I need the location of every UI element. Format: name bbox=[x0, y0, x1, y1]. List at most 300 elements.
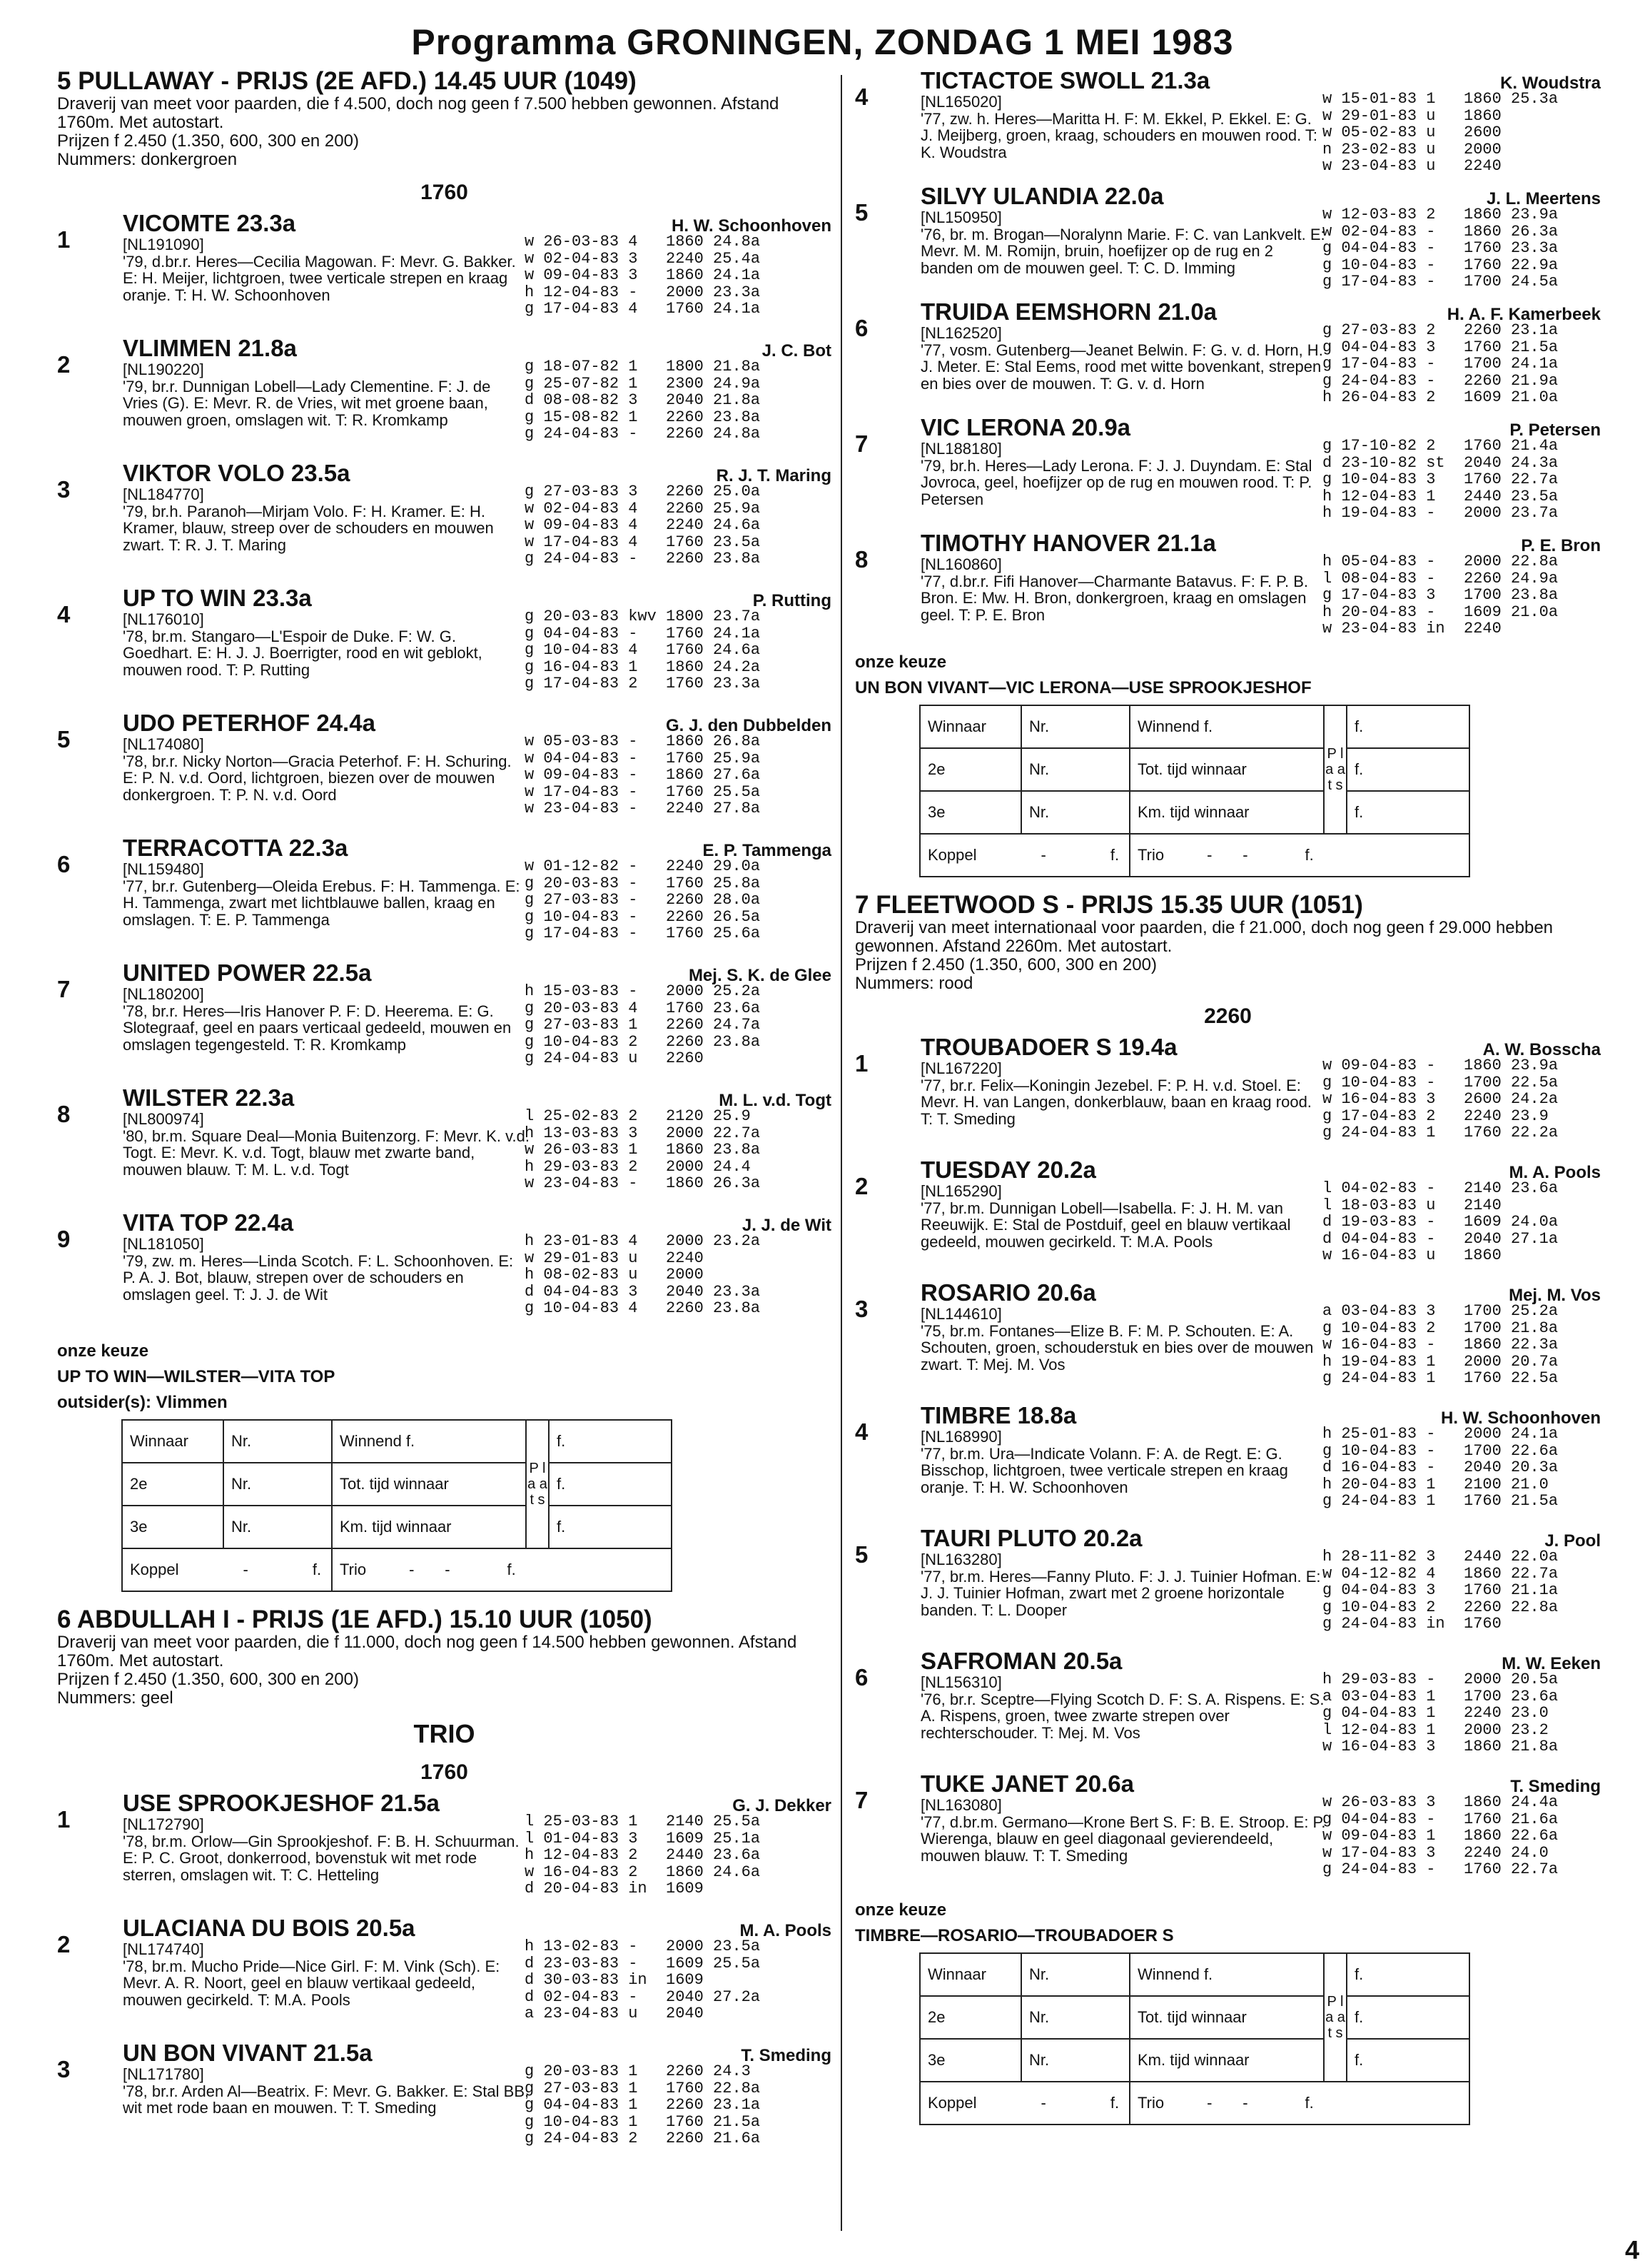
run-line: w 23-04-83 in 2240 bbox=[1322, 620, 1502, 637]
horse-details bbox=[123, 336, 530, 428]
run-line: l 08-04-83 - 2260 24.9a bbox=[1322, 569, 1559, 588]
run-line: g 27-03-83 1 2260 24.7a bbox=[525, 1016, 761, 1034]
horse-entry bbox=[855, 1771, 1601, 1894]
horse-pedigree: '79, br.h. Paranoh—Mirjam Volo. F: H. Kramer. E: H. Kramer, blauw, streep over de schouders en mouwen zwart. T: R. J. T. Maring bbox=[123, 502, 494, 554]
run-line: h 29-03-83 - 2000 20.5a bbox=[1322, 1670, 1559, 1688]
horse-name: TRUIDA EEMSHORN 21.0a bbox=[921, 298, 1218, 325]
koppel-amount: f. bbox=[1110, 846, 1120, 864]
horse-name: WILSTER 22.3a bbox=[123, 1084, 295, 1111]
horse-registration: [NL165290] bbox=[921, 1182, 1002, 1200]
horse-entry bbox=[57, 960, 831, 1085]
horse-name: UNITED POWER 22.5a bbox=[123, 959, 372, 986]
run-line: g 10-04-83 1 1760 21.5a bbox=[525, 2112, 761, 2131]
recent-runs bbox=[525, 983, 760, 1067]
recent-runs bbox=[525, 608, 760, 692]
recent-runs bbox=[525, 1233, 760, 1317]
horse-details bbox=[921, 1648, 1327, 1741]
run-line: g 10-04-83 - 1700 22.6a bbox=[1322, 1441, 1559, 1460]
run-line: d 16-04-83 - 2040 20.3a bbox=[1322, 1458, 1559, 1476]
trio-amount: f. bbox=[507, 1561, 516, 1578]
horse-registration: [NL176010] bbox=[123, 610, 204, 628]
page-number: 4 bbox=[1624, 2235, 1639, 2264]
run-line: g 20-03-83 - 1760 25.8a bbox=[525, 874, 761, 892]
horse-pedigree: '78, br.m. Mucho Pride—Nice Girl. F: M. Vink (Sch). E: Mevr. A. R. Noort, geel en blauw vertikaal gedeeld, mouwen gecirkeld. T: M.A. Pools bbox=[123, 1957, 500, 2009]
grid-trio-cell bbox=[1130, 2082, 1469, 2125]
horse-name: ROSARIO 20.6a bbox=[921, 1279, 1096, 1306]
horse-entry bbox=[57, 460, 831, 585]
grid-koppel-cell bbox=[920, 834, 1130, 877]
run-line: w 09-04-83 1 1860 22.6a bbox=[1322, 1827, 1559, 1845]
horse-name: TIMOTHY HANOVER 21.1a bbox=[921, 530, 1216, 556]
horse-number: 7 bbox=[57, 976, 71, 1002]
horse-driver: M. A. Pools bbox=[1509, 1163, 1601, 1182]
run-line: n 23-02-83 u 2000 bbox=[1322, 140, 1502, 158]
race-header: 6 ABDULLAH I - PRIJS (1E AFD.) 15.10 UUR (1050) bbox=[57, 1606, 652, 1633]
run-line: a 03-04-83 1 1700 23.6a bbox=[1322, 1687, 1559, 1705]
race-distance: 1760 bbox=[420, 1760, 468, 1784]
recent-runs bbox=[525, 1108, 760, 1192]
run-line: h 05-04-83 - 2000 22.8a bbox=[1322, 553, 1559, 570]
run-line: g 04-04-83 - 1760 21.6a bbox=[1322, 1810, 1559, 1828]
run-line: d 23-10-82 st 2040 24.3a bbox=[1322, 453, 1559, 472]
horse-driver: P. E. Bron bbox=[1521, 536, 1601, 555]
horse-registration: [NL162520] bbox=[921, 324, 1002, 342]
race-prizes: Prijzen f 2.450 (1.350, 600, 300 en 200) bbox=[57, 131, 359, 151]
horse-pedigree: '75, br.m. Fontanes—Elize B. F: M. P. Schouten. E: A. Schouten, groen, schouderstuk en bies over de mouwen zwart. T: Mej. M. Vos bbox=[921, 1321, 1314, 1374]
horse-driver: A. W. Bosscha bbox=[1482, 1040, 1601, 1059]
grid-plaats-label: P l a a t s bbox=[526, 1420, 549, 1548]
run-line: d 04-04-83 - 2040 27.1a bbox=[1322, 1229, 1559, 1248]
run-line: g 04-04-83 - 1760 24.1a bbox=[525, 624, 761, 642]
trio-dashes: - - bbox=[1207, 846, 1248, 864]
koppel-amount: f. bbox=[312, 1561, 322, 1578]
horse-number: 7 bbox=[855, 430, 869, 457]
run-line: g 25-07-82 1 2300 24.9a bbox=[525, 374, 761, 393]
grid-nr-label: Nr. bbox=[1021, 1953, 1130, 1996]
horse-entry bbox=[57, 211, 831, 336]
horse-registration: [NL163080] bbox=[921, 1796, 1002, 1814]
run-line: g 17-04-83 - 1700 24.5a bbox=[1322, 273, 1559, 291]
grid-info-label: Winnend f. bbox=[332, 1420, 526, 1463]
race-numbers: Nummers: rood bbox=[855, 974, 973, 993]
horse-pedigree: '77, br.r. Gutenberg—Oleida Erebus. F: H. Tammenga. E: H. Tammenga, zwart met lichtblauwe ballen, kraag en omslagen. T: E. P. Tammenga bbox=[123, 877, 520, 929]
recent-runs bbox=[1322, 1794, 1558, 1878]
run-line: g 04-04-83 3 1760 21.1a bbox=[1322, 1581, 1559, 1599]
betting-grid bbox=[121, 1419, 672, 1592]
race-header: 5 PULLAWAY - PRIJS (2E AFD.) 14.45 UUR (1049) bbox=[57, 67, 637, 95]
run-line: g 17-04-83 - 1700 24.1a bbox=[1322, 355, 1559, 373]
horse-entry bbox=[855, 530, 1601, 646]
horse-details bbox=[123, 2040, 530, 2117]
horse-registration: [NL171780] bbox=[123, 2065, 204, 2083]
run-line: g 10-04-83 - 1700 22.5a bbox=[1322, 1073, 1559, 1092]
race-distance: 2260 bbox=[1204, 1004, 1252, 1028]
grid-amount-field: f. bbox=[1347, 2039, 1469, 2082]
run-line: w 23-04-83 - 2240 27.8a bbox=[525, 800, 761, 817]
run-line: g 17-10-82 2 1760 21.4a bbox=[1322, 437, 1559, 455]
horse-number: 8 bbox=[57, 1101, 71, 1127]
horse-entry bbox=[855, 415, 1601, 530]
run-line: w 05-02-83 u 2600 bbox=[1322, 124, 1502, 141]
grid-plaats-label: P l a a t s bbox=[1324, 705, 1347, 834]
race-header: 7 FLEETWOOD S - PRIJS 15.35 UUR (1051) bbox=[855, 891, 1363, 919]
horse-entry bbox=[855, 1157, 1601, 1280]
horse-number: 7 bbox=[855, 1787, 869, 1813]
grid-nr-label: Nr. bbox=[1021, 791, 1130, 834]
horse-entry bbox=[57, 585, 831, 710]
grid-nr-label: Nr. bbox=[1021, 748, 1130, 791]
run-line: g 24-04-83 - 2260 23.8a bbox=[525, 550, 761, 568]
horse-name: VIC LERONA 20.9a bbox=[921, 414, 1131, 440]
grid-place-label: 3e bbox=[122, 1506, 223, 1548]
horse-details bbox=[921, 1157, 1327, 1250]
horse-number: 9 bbox=[57, 1226, 71, 1252]
outsider-note: outsider(s): Vlimmen bbox=[57, 1393, 228, 1412]
run-line: g 10-04-83 2 2260 22.8a bbox=[1322, 1598, 1559, 1616]
grid-place-label: 3e bbox=[920, 791, 1021, 834]
horse-registration: [NL174740] bbox=[123, 1940, 204, 1958]
horse-number: 3 bbox=[57, 476, 71, 503]
horse-details bbox=[123, 1915, 530, 2008]
run-line: g 24-04-83 1 1760 22.2a bbox=[1322, 1124, 1559, 1141]
run-line: w 02-04-83 4 2260 25.9a bbox=[525, 499, 761, 518]
recent-runs bbox=[1322, 1180, 1558, 1264]
horse-registration: [NL168990] bbox=[921, 1428, 1002, 1446]
grid-amount-field: f. bbox=[549, 1420, 672, 1463]
race-prizes: Prijzen f 2.450 (1.350, 600, 300 en 200) bbox=[57, 1670, 359, 1689]
recent-runs bbox=[1322, 1303, 1558, 1387]
horse-number: 6 bbox=[855, 315, 869, 341]
horse-driver: G. J. Dekker bbox=[732, 1796, 831, 1815]
horse-details bbox=[921, 183, 1327, 276]
horse-entry bbox=[57, 710, 831, 835]
horse-driver: T. Smeding bbox=[741, 2046, 831, 2065]
horse-pedigree: '77, br.m. Dunnigan Lobell—Isabella. F: J. H. M. van Reeuwijk. E: Stal de Postduif, geel en blauw vertikaal gedeeld, mouwen gecirkeld. T: M.A. Pools bbox=[921, 1199, 1291, 1251]
horse-driver: P. Rutting bbox=[752, 591, 831, 610]
horse-details bbox=[123, 460, 530, 553]
horse-details bbox=[123, 1210, 530, 1303]
horse-pedigree: '77, vosm. Gutenberg—Jeanet Belwin. F: G. v. d. Horn, H. J. Meter. E: Stal Eems, rood met witte bovenkant, strepen en bies over de mouwen. T: G. v. d. Horn bbox=[921, 341, 1323, 393]
run-line: h 19-04-83 - 2000 23.7a bbox=[1322, 504, 1559, 522]
run-line: h 12-04-83 - 2000 23.3a bbox=[525, 283, 761, 301]
grid-amount-field: f. bbox=[1347, 1953, 1469, 1996]
horse-details bbox=[921, 1034, 1327, 1127]
run-line: l 25-02-83 2 2120 25.9 bbox=[525, 1107, 751, 1125]
horse-name: TICTACTOE SWOLL 21.3a bbox=[921, 67, 1210, 94]
run-line: h 12-04-83 2 2440 23.6a bbox=[525, 1846, 761, 1864]
keuze-picks: TIMBRE—ROSARIO—TROUBADOER S bbox=[855, 1926, 1174, 1945]
horse-driver: G. J. den Dubbelden bbox=[665, 716, 831, 735]
horse-driver: M. L. v.d. Togt bbox=[719, 1091, 831, 1110]
horse-entry bbox=[855, 1526, 1601, 1648]
run-line: w 26-03-83 1 1860 23.8a bbox=[525, 1141, 761, 1159]
horse-registration: [NL144610] bbox=[921, 1305, 1002, 1323]
horse-name: SILVY ULANDIA 22.0a bbox=[921, 183, 1164, 209]
horse-pedigree: '76, br.r. Sceptre—Flying Scotch D. F: S. A. Rispens. E: S. A. Rispens, groen, twee zwarte strepen over rechterschouder. T: Mej. M. Vos bbox=[921, 1690, 1325, 1742]
run-line: l 25-03-83 1 2140 25.5a bbox=[525, 1813, 761, 1830]
run-line: l 18-03-83 u 2140 bbox=[1322, 1196, 1502, 1214]
horse-pedigree: '77, br.m. Ura—Indicate Volann. F: A. de Regt. E: G. Bisschop, lichtgroen, twee verticale strepen en kraag oranje. T: H. W. Schoonhoven bbox=[921, 1444, 1288, 1496]
horse-entry bbox=[855, 1280, 1601, 1403]
horse-name: VITA TOP 22.4a bbox=[123, 1209, 294, 1236]
run-line: h 20-04-83 - 1609 21.0a bbox=[1322, 603, 1559, 621]
horse-details bbox=[921, 530, 1327, 623]
horse-pedigree: '77, zw. h. Heres—Maritta H. F: M. Ekkel, P. Ekkel. E: G. J. Meijberg, groen, kraag, schouders en mouwen rood. T: K. Woudstra bbox=[921, 109, 1318, 161]
horse-details bbox=[123, 1790, 530, 1883]
run-line: g 20-03-83 4 1760 23.6a bbox=[525, 999, 761, 1017]
race-prizes: Prijzen f 2.450 (1.350, 600, 300 en 200) bbox=[855, 955, 1157, 974]
horse-name: TERRACOTTA 22.3a bbox=[123, 835, 348, 861]
grid-nr-label: Nr. bbox=[223, 1420, 332, 1463]
horse-registration: [NL163280] bbox=[921, 1551, 1002, 1568]
race-description: Draverij van meet voor paarden, die f 4.500, doch nog geen f 7.500 hebben gewonnen. Afstand 1760m. Met autostart. bbox=[57, 94, 779, 132]
horse-driver: Mej. M. Vos bbox=[1509, 1286, 1601, 1305]
horse-number: 4 bbox=[855, 84, 869, 110]
grid-trio-cell bbox=[1130, 834, 1469, 877]
horse-number: 3 bbox=[855, 1296, 869, 1322]
run-line: h 15-03-83 - 2000 25.2a bbox=[525, 982, 761, 1000]
grid-amount-field: f. bbox=[1347, 705, 1469, 748]
run-line: h 19-04-83 1 2000 20.7a bbox=[1322, 1352, 1559, 1371]
run-line: w 09-04-83 3 1860 24.1a bbox=[525, 266, 761, 284]
run-line: g 15-08-82 1 2260 23.8a bbox=[525, 408, 761, 426]
horse-name: UP TO WIN 23.3a bbox=[123, 585, 312, 611]
betting-grid bbox=[919, 705, 1470, 877]
recent-runs bbox=[1322, 206, 1558, 291]
run-line: g 17-04-83 4 1760 24.1a bbox=[525, 300, 761, 318]
run-line: w 17-04-83 3 2240 24.0 bbox=[1322, 1843, 1549, 1862]
run-line: d 30-03-83 in 1609 bbox=[525, 1971, 704, 1989]
grid-plaats-label: P l a a t s bbox=[1324, 1953, 1347, 2082]
trio-amount: f. bbox=[1305, 846, 1314, 864]
run-line: g 04-04-83 3 1760 21.5a bbox=[1322, 338, 1559, 356]
run-line: g 27-03-83 3 2260 25.0a bbox=[525, 483, 761, 500]
recent-runs bbox=[1322, 438, 1558, 522]
horse-details bbox=[921, 299, 1327, 392]
grid-nr-label: Nr. bbox=[1021, 705, 1130, 748]
run-line: g 24-04-83 1 1760 22.5a bbox=[1322, 1369, 1559, 1387]
run-line: g 20-03-83 1 2260 24.3 bbox=[525, 2062, 751, 2080]
horse-registration: [NL800974] bbox=[123, 1110, 204, 1128]
horse-details bbox=[921, 415, 1327, 508]
run-line: w 16-04-83 u 1860 bbox=[1322, 1246, 1502, 1264]
horse-number: 6 bbox=[57, 851, 71, 877]
run-line: g 04-04-83 - 1760 23.3a bbox=[1322, 239, 1559, 257]
horse-driver: M. A. Pools bbox=[739, 1921, 831, 1940]
trio-label: Trio bbox=[340, 1561, 367, 1578]
run-line: g 10-04-83 4 2260 23.8a bbox=[525, 1299, 761, 1317]
run-line: w 29-01-83 u 2240 bbox=[525, 1249, 704, 1267]
run-line: w 01-12-82 - 2240 29.0a bbox=[525, 857, 761, 875]
run-line: w 17-04-83 4 1760 23.5a bbox=[525, 533, 761, 551]
recent-runs bbox=[1322, 91, 1558, 175]
horse-details bbox=[921, 1280, 1327, 1373]
grid-info-label: Tot. tijd winnaar bbox=[1130, 748, 1324, 791]
run-line: w 23-04-83 u 2240 bbox=[1322, 157, 1502, 175]
race-description: Draverij van meet voor paarden, die f 11.000, doch nog geen f 14.500 hebben gewonnen. Afstand 1760m. Met autostart. bbox=[57, 1633, 797, 1670]
horse-driver: M. W. Eeken bbox=[1502, 1654, 1601, 1673]
horse-registration: [NL172790] bbox=[123, 1815, 204, 1833]
koppel-label: Koppel bbox=[928, 846, 977, 864]
horse-number: 3 bbox=[57, 2056, 71, 2082]
horse-registration: [NL188180] bbox=[921, 440, 1002, 458]
run-line: g 10-04-83 - 2260 26.5a bbox=[525, 907, 761, 926]
recent-runs bbox=[525, 483, 760, 568]
grid-place-label: 3e bbox=[920, 2039, 1021, 2082]
run-line: g 24-04-83 - 2260 21.9a bbox=[1322, 371, 1559, 390]
horse-registration: [NL190220] bbox=[123, 361, 204, 378]
recent-runs bbox=[525, 233, 760, 318]
horse-number: 4 bbox=[57, 601, 71, 628]
grid-amount-field: f. bbox=[1347, 748, 1469, 791]
run-line: w 09-04-83 - 1860 23.9a bbox=[1322, 1057, 1559, 1074]
run-line: g 24-04-83 2 2260 21.6a bbox=[525, 2130, 761, 2147]
run-line: h 20-04-83 1 2100 21.0 bbox=[1322, 1475, 1549, 1493]
grid-nr-label: Nr. bbox=[1021, 1996, 1130, 2039]
run-line: g 17-04-83 2 2240 23.9 bbox=[1322, 1107, 1549, 1125]
horse-driver: J. L. Meertens bbox=[1486, 189, 1601, 208]
horse-pedigree: '77, br.r. Felix—Koningin Jezebel. F: P. H. v.d. Stoel. E: Mevr. H. van Langen, donkerblauw, baan en kraag rood. T: T. Smeding bbox=[921, 1076, 1312, 1128]
grid-koppel-cell bbox=[122, 1548, 332, 1591]
run-line: w 15-01-83 1 1860 25.3a bbox=[1322, 90, 1559, 108]
horse-pedigree: '79, zw. m. Heres—Linda Scotch. F: L. Schoonhoven. E: P. A. J. Bot, blauw, strepen over de schouders en omslagen geel. T: J. J. de Wit bbox=[123, 1251, 514, 1304]
horse-driver: J. C. Bot bbox=[761, 341, 831, 361]
run-line: a 23-04-83 u 2040 bbox=[525, 2005, 704, 2022]
recent-runs bbox=[525, 1813, 760, 1897]
recent-runs bbox=[525, 358, 760, 443]
run-line: g 16-04-83 1 1860 24.2a bbox=[525, 657, 761, 676]
koppel-dash: - bbox=[1041, 2094, 1046, 2112]
horse-driver: T. Smeding bbox=[1510, 1777, 1601, 1796]
recent-runs bbox=[525, 733, 760, 817]
run-line: w 02-04-83 3 2240 25.4a bbox=[525, 249, 761, 268]
run-line: h 08-02-83 u 2000 bbox=[525, 1266, 704, 1284]
horse-details bbox=[123, 710, 530, 803]
horse-registration: [NL184770] bbox=[123, 485, 204, 503]
horse-pedigree: '79, br.r. Dunnigan Lobell—Lady Clementine. F: J. de Vries (G). E: Mevr. R. de Vries, wit met groene baan, mouwen groen, omslagen wit. T: R. Kromkamp bbox=[123, 377, 491, 429]
horse-driver: Mej. S. K. de Glee bbox=[688, 966, 831, 985]
run-line: w 16-04-83 2 1860 24.6a bbox=[525, 1863, 761, 1881]
grid-info-label: Tot. tijd winnaar bbox=[332, 1463, 526, 1506]
horse-entry bbox=[57, 336, 831, 460]
horse-registration: [NL160860] bbox=[921, 555, 1002, 573]
betting-grid bbox=[919, 1952, 1470, 2125]
run-line: g 10-04-83 4 1760 24.6a bbox=[525, 641, 761, 659]
koppel-dash: - bbox=[1041, 846, 1046, 864]
run-line: w 26-03-83 4 1860 24.8a bbox=[525, 233, 761, 251]
grid-trio-cell bbox=[332, 1548, 672, 1591]
run-line: l 04-02-83 - 2140 23.6a bbox=[1322, 1179, 1559, 1197]
horse-entry bbox=[855, 183, 1601, 299]
koppel-dash: - bbox=[243, 1561, 248, 1578]
run-line: h 29-03-83 2 2000 24.4 bbox=[525, 1157, 751, 1176]
horse-number: 1 bbox=[57, 1806, 71, 1833]
horse-details bbox=[123, 211, 530, 303]
run-line: g 20-03-83 kwv 1800 23.7a bbox=[525, 608, 761, 625]
horse-name: TAURI PLUTO 20.2a bbox=[921, 1525, 1143, 1551]
run-line: w 23-04-83 - 1860 26.3a bbox=[525, 1174, 761, 1192]
recent-runs bbox=[1322, 553, 1558, 637]
horse-number: 2 bbox=[855, 1173, 869, 1199]
keuze-picks: UN BON VIVANT—VIC LERONA—USE SPROOKJESHOF bbox=[855, 678, 1312, 697]
grid-place-label: 2e bbox=[122, 1463, 223, 1506]
run-line: g 18-07-82 1 1800 21.8a bbox=[525, 358, 761, 376]
recent-runs bbox=[1322, 1671, 1558, 1755]
run-line: d 20-04-83 in 1609 bbox=[525, 1880, 704, 1897]
horse-entry bbox=[57, 1085, 831, 1210]
horse-entry bbox=[855, 68, 1601, 183]
grid-place-label: Winnaar bbox=[122, 1420, 223, 1463]
horse-registration: [NL150950] bbox=[921, 208, 1002, 226]
run-line: g 24-04-83 u 2260 bbox=[525, 1049, 704, 1067]
run-line: a 03-04-83 3 1700 25.2a bbox=[1322, 1302, 1559, 1320]
run-line: d 23-03-83 - 1609 25.5a bbox=[525, 1954, 761, 1972]
horse-pedigree: '76, br. m. Brogan—Noralynn Marie. F: C. van Lankvelt. E: Mevr. M. M. Romijn, bruin, hoefijzer op de rug en 2 banden om de mouwen geel. T: C. D. Imming bbox=[921, 225, 1325, 277]
run-line: w 04-04-83 - 1760 25.9a bbox=[525, 749, 761, 767]
run-line: h 13-03-83 3 2000 22.7a bbox=[525, 1124, 761, 1142]
run-line: g 17-04-83 3 1700 23.8a bbox=[1322, 586, 1559, 604]
grid-info-label: Winnend f. bbox=[1130, 705, 1324, 748]
trio-heading: TRIO bbox=[413, 1719, 475, 1748]
horse-pedigree: '77, br.m. Heres—Fanny Pluto. F: J. J. Tuinier Hofman. E: J. J. Tuinier Hofman, zwart met 2 groene horizontale banden. T: L. Dooper bbox=[921, 1567, 1321, 1619]
run-line: g 24-04-83 1 1760 21.5a bbox=[1322, 1492, 1559, 1510]
grid-place-label: 2e bbox=[920, 748, 1021, 791]
run-line: l 12-04-83 1 2000 23.2 bbox=[1322, 1720, 1549, 1739]
run-line: g 17-04-83 2 1760 23.3a bbox=[525, 675, 761, 692]
horse-pedigree: '77, d.br.r. Fifi Hanover—Charmante Batavus. F: F. P. B. Bron. E: Mw. H. Bron, donkergroen, kraag en omslagen geel. T: P. E. Bron bbox=[921, 572, 1309, 624]
horse-registration: [NL165020] bbox=[921, 93, 1002, 111]
run-line: d 02-04-83 - 2040 27.2a bbox=[525, 1987, 761, 2006]
koppel-label: Koppel bbox=[928, 2094, 977, 2112]
horse-details bbox=[921, 1771, 1327, 1864]
run-line: g 17-04-83 - 1760 25.6a bbox=[525, 924, 761, 942]
run-line: g 04-04-83 1 2240 23.0 bbox=[1322, 1704, 1549, 1722]
grid-amount-field: f. bbox=[1347, 791, 1469, 834]
horse-driver: J. Pool bbox=[1544, 1531, 1601, 1551]
horse-name: UDO PETERHOF 24.4a bbox=[123, 710, 375, 736]
horse-number: 4 bbox=[855, 1418, 869, 1445]
grid-nr-label: Nr. bbox=[223, 1506, 332, 1548]
left-column bbox=[57, 68, 831, 2165]
horse-registration: [NL181050] bbox=[123, 1235, 204, 1253]
horse-number: 2 bbox=[57, 1931, 71, 1957]
horse-entry bbox=[57, 1790, 831, 1915]
run-line: h 23-01-83 4 2000 23.2a bbox=[525, 1232, 761, 1250]
run-line: w 29-01-83 u 1860 bbox=[1322, 106, 1502, 125]
horse-pedigree: '77, d.br.m. Germano—Krone Bert S. F: B. E. Stroop. E: P. Wierenga, blauw en geel diagonaal gevierendeeld, mouwen blauw. T: T. Smeding bbox=[921, 1813, 1326, 1865]
horse-entry bbox=[57, 1210, 831, 1335]
race-numbers: Nummers: donkergroen bbox=[57, 150, 238, 169]
horse-driver: H. A. F. Kamerbeek bbox=[1447, 305, 1601, 324]
page-title: Programma GRONINGEN, ZONDAG 1 MEI 1983 bbox=[411, 22, 1234, 62]
grid-info-label: Km. tijd winnaar bbox=[1130, 2039, 1324, 2082]
horse-driver: E. P. Tammenga bbox=[702, 841, 831, 860]
recent-runs bbox=[525, 2063, 760, 2147]
run-line: w 16-04-83 3 2600 24.2a bbox=[1322, 1090, 1559, 1108]
run-line: w 09-04-83 4 2240 24.6a bbox=[525, 516, 761, 534]
run-line: h 26-04-83 2 1609 21.0a bbox=[1322, 388, 1559, 406]
run-line: g 27-03-83 1 1760 22.8a bbox=[525, 2079, 761, 2097]
run-line: w 05-03-83 - 1860 26.8a bbox=[525, 732, 761, 750]
run-line: g 24-04-83 - 2260 24.8a bbox=[525, 425, 761, 443]
horse-name: TIMBRE 18.8a bbox=[921, 1402, 1077, 1428]
keuze-picks: UP TO WIN—WILSTER—VITA TOP bbox=[57, 1367, 335, 1386]
horse-pedigree: '79, br.h. Heres—Lady Lerona. F: J. J. Duyndam. E: Stal Jovroca, geel, hoefijzer op de rug en mouwen rood. T: P. Petersen bbox=[921, 456, 1312, 508]
horse-entry bbox=[57, 1915, 831, 2040]
recent-runs bbox=[1322, 1548, 1558, 1633]
horse-entry bbox=[57, 835, 831, 960]
run-line: g 27-03-83 2 2260 23.1a bbox=[1322, 321, 1559, 339]
